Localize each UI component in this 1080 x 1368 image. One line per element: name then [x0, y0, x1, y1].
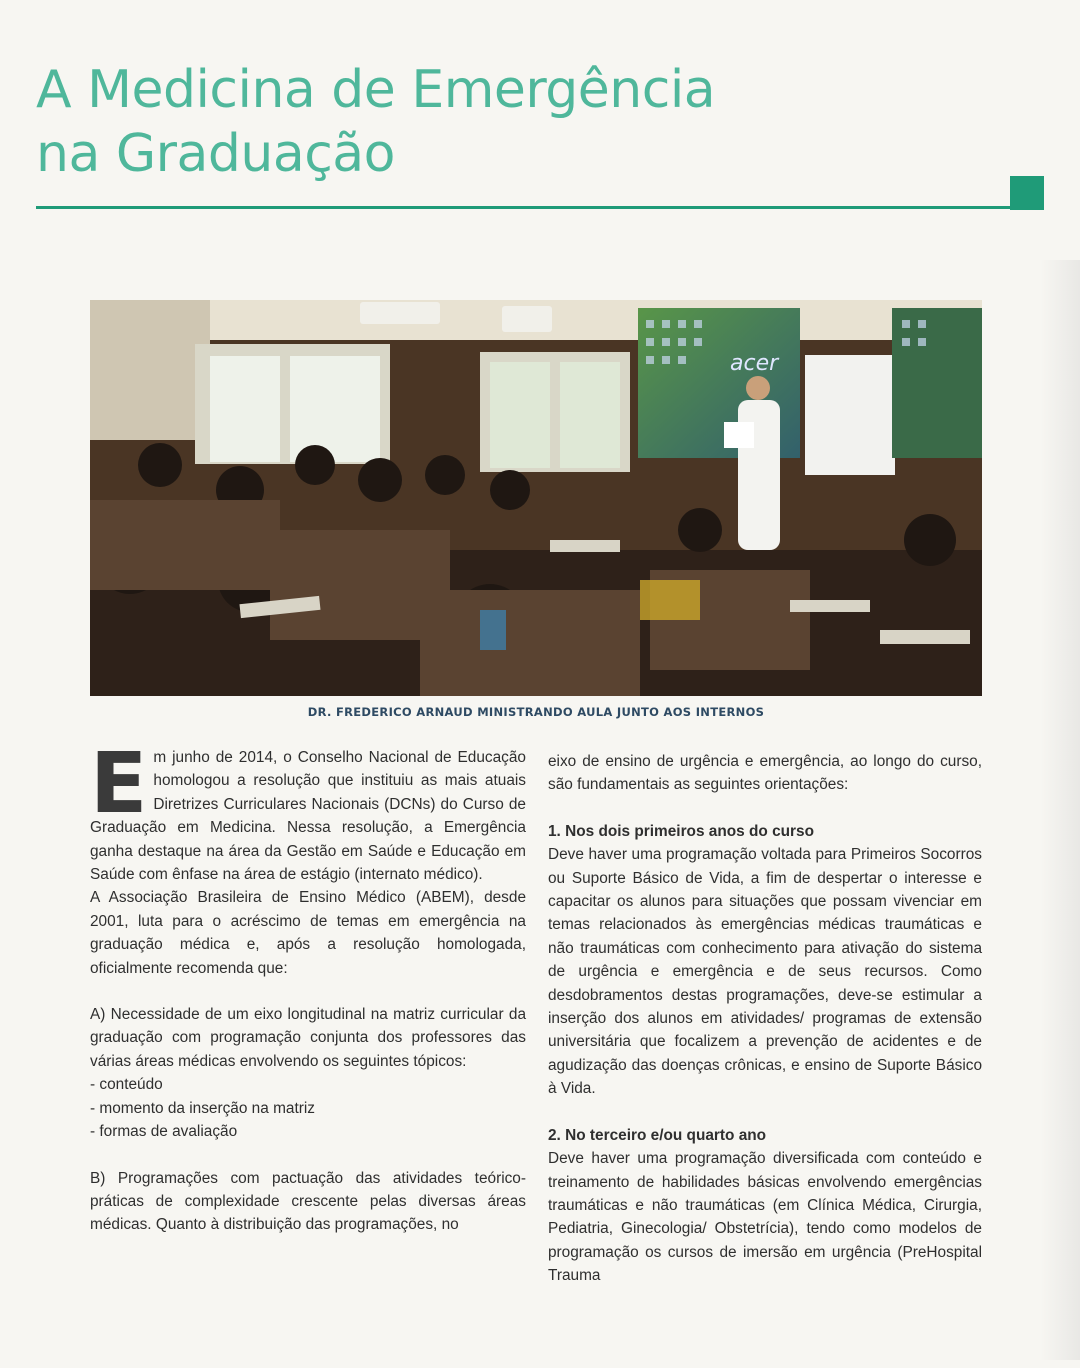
- continuation-paragraph: eixo de ensino de urgência e emergência, ao longo do curso, são fundamentais as seguintes orientações:: [548, 753, 982, 794]
- item-b-paragraph: B) Programações com pactuação das atividades teórico-práticas de complexidade crescente pelas diversas áreas médicas. Quanto à distribuição das programações, no: [90, 1169, 526, 1234]
- bullet-item: - conteúdo: [90, 1076, 163, 1094]
- article-right-column: [548, 750, 982, 1288]
- section-2-paragraph: Deve haver uma programação diversificada com conteúdo e treinamento de habilidades básicas envolvendo emergências traumáticas e não traumáticas (em Clínica Médica, Cirurgia, Pediatria, Ginecologia/ Obstetrícia), tendo como modelos de programação os cursos de imersão em urgência (PreHospital Trauma: [548, 1150, 982, 1285]
- page-edge-shadow: [1040, 260, 1080, 1360]
- item-a-paragraph: A) Necessidade de um eixo longitudinal na matriz curricular da graduação com programação conjunta dos professores das várias áreas médicas envolvendo os seguintes tópicos:: [90, 1006, 526, 1070]
- classroom-photo: [90, 300, 982, 696]
- projector-logo-text: acer: [730, 351, 779, 376]
- bullet-item: - momento da inserção na matriz: [90, 1099, 315, 1117]
- bullet-item: - formas de avaliação: [90, 1123, 238, 1141]
- drop-cap: E: [90, 734, 148, 832]
- section-1-paragraph: Deve haver uma programação voltada para Primeiros Socorros ou Suporte Básico de Vida, a fim de despertar o interesse e capacitar os alunos para situações que possam vivenciar em temas relacionados às emergências médicas traumáticas e não traumáticas com conhecimento para ativação do sistema de urgência e emergência e de seus recursos. Como desdobramentos destas programações, deve-se estimular a inserção dos alunos em atividades/ programas de extensão universitária que focalizem a prevenção de acidentes e de agudização das doenças crônicas, e ensino de Suporte Básico à Vida.: [548, 846, 982, 1098]
- article-left-column: [90, 734, 526, 1237]
- section-heading-1: 1. Nos dois primeiros anos do curso: [548, 822, 814, 840]
- abem-paragraph: A Associação Brasileira de Ensino Médico (ABEM), desde 2001, luta para o acréscimo de temas em emergência na graduação médica e, após a resolução homologada, oficialmente recomenda que:: [90, 889, 526, 977]
- article-title-line-1: A Medicina de Emergência: [36, 60, 716, 120]
- article-title-line-2: na Graduação: [36, 124, 395, 184]
- title-divider: [36, 206, 1010, 209]
- section-heading-2: 2. No terceiro e/ou quarto ano: [548, 1126, 767, 1144]
- title-accent-square: [1010, 176, 1044, 210]
- photo-caption: DR. FREDERICO ARNAUD MINISTRANDO AULA JUNTO AOS INTERNOS: [307, 705, 765, 719]
- intro-paragraph: m junho de 2014, o Conselho Nacional de Educação homologou a resolução que instituiu as mais atuais Diretrizes Curriculares Nacionais (DCNs) do Curso de Graduação em Medicina. Nessa resolução, a Emergência ganha destaque na área da Gestão em Saúde e Educação em Saúde com ênfase na área de estágio (internato médico).: [90, 749, 526, 884]
- article-title: [36, 58, 715, 186]
